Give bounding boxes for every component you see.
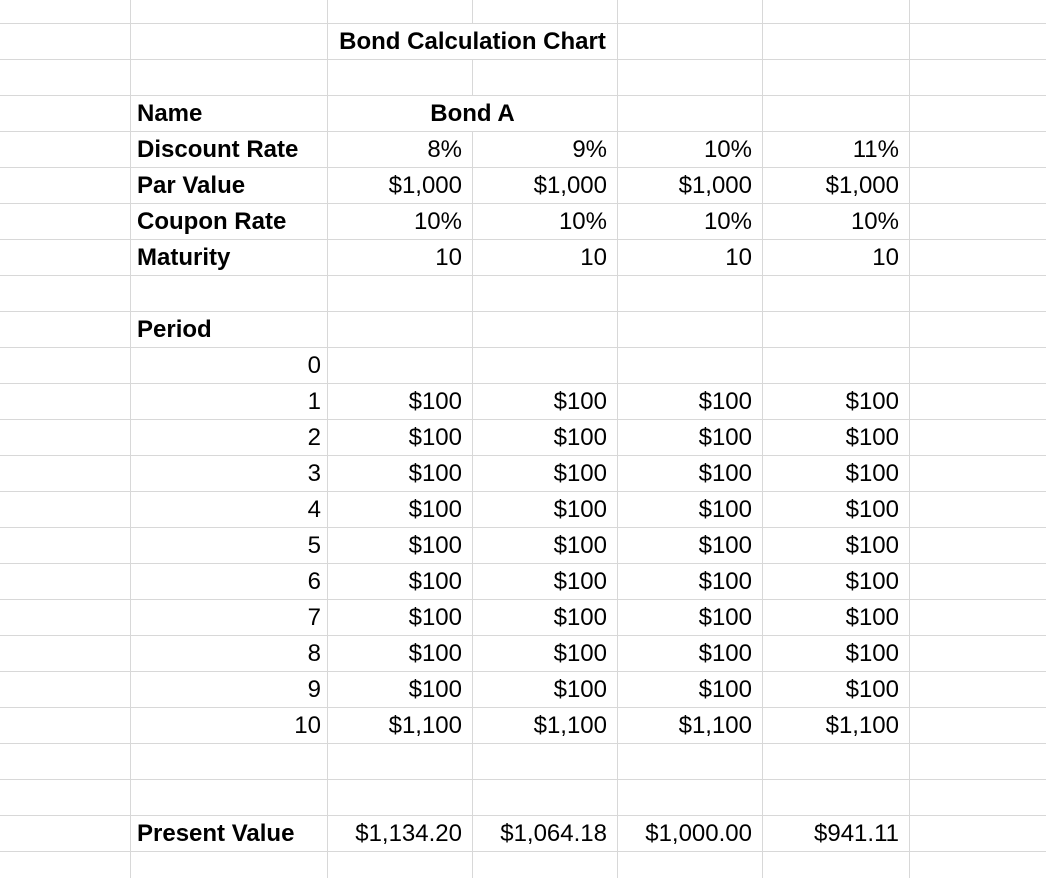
empty-cell[interactable]	[618, 24, 763, 60]
empty-cell[interactable]	[910, 780, 1046, 816]
empty-cell[interactable]	[473, 852, 618, 878]
empty-cell[interactable]	[910, 204, 1046, 240]
empty-cell[interactable]	[0, 564, 131, 600]
cashflow-cell[interactable]: $100	[618, 564, 763, 600]
cashflow-cell[interactable]: $100	[618, 456, 763, 492]
maturity-cell[interactable]: 10	[473, 240, 618, 276]
empty-cell[interactable]	[910, 456, 1046, 492]
empty-cell[interactable]	[0, 96, 131, 132]
empty-cell[interactable]	[328, 60, 473, 96]
cashflow-cell[interactable]: $100	[328, 384, 473, 420]
schedule-row	[0, 492, 1046, 528]
empty-cell[interactable]	[328, 0, 473, 24]
par-value-cell[interactable]: $1,000	[328, 168, 473, 204]
empty-cell[interactable]	[910, 132, 1046, 168]
empty-cell[interactable]	[910, 564, 1046, 600]
empty-cell[interactable]	[763, 96, 910, 132]
empty-cell[interactable]	[618, 744, 763, 780]
cashflow-cell[interactable]: $100	[763, 420, 910, 456]
discount-rate-value-cell[interactable]: 11%	[763, 132, 910, 168]
schedule-row	[0, 600, 1046, 636]
cashflow-cell[interactable]: $100	[328, 492, 473, 528]
empty-cell[interactable]	[910, 348, 1046, 384]
empty-cell[interactable]	[763, 312, 910, 348]
empty-cell[interactable]	[131, 852, 328, 878]
period-cell[interactable]: 9	[131, 672, 328, 708]
empty-cell[interactable]	[0, 456, 131, 492]
empty-cell[interactable]	[328, 780, 473, 816]
cashflow-cell[interactable]: $100	[328, 456, 473, 492]
cashflow-cell[interactable]: $1,100	[618, 708, 763, 744]
maturity-label-cell[interactable]: Maturity	[131, 240, 328, 276]
empty-cell[interactable]	[0, 132, 131, 168]
empty-cell[interactable]	[473, 744, 618, 780]
schedule-row	[0, 708, 1046, 744]
cashflow-cell[interactable]	[328, 348, 473, 384]
empty-cell[interactable]	[618, 852, 763, 878]
empty-cell[interactable]	[910, 24, 1046, 60]
cashflow-cell[interactable]	[763, 348, 910, 384]
empty-cell[interactable]	[0, 384, 131, 420]
empty-cell[interactable]	[131, 60, 328, 96]
empty-cell[interactable]	[0, 276, 131, 312]
cashflow-cell[interactable]: $1,100	[328, 708, 473, 744]
coupon-rate-cell[interactable]: 10%	[473, 204, 618, 240]
period-cell[interactable]: 8	[131, 636, 328, 672]
coupon-rate-cell[interactable]: 10%	[328, 204, 473, 240]
sheet-row	[0, 60, 1046, 96]
present-value-cell[interactable]: $941.11	[763, 816, 910, 852]
maturity-cell[interactable]: 10	[618, 240, 763, 276]
coupon-rate-cell[interactable]: 10%	[763, 204, 910, 240]
empty-cell[interactable]	[0, 528, 131, 564]
empty-cell[interactable]	[328, 852, 473, 878]
sheet-row	[0, 24, 1046, 60]
period-cell[interactable]: 7	[131, 600, 328, 636]
period-cell[interactable]: 4	[131, 492, 328, 528]
empty-cell[interactable]	[910, 240, 1046, 276]
cashflow-cell[interactable]: $100	[328, 636, 473, 672]
schedule-row	[0, 456, 1046, 492]
schedule-row	[0, 636, 1046, 672]
schedule-row	[0, 672, 1046, 708]
empty-cell[interactable]	[763, 744, 910, 780]
schedule-row	[0, 420, 1046, 456]
sheet-row	[0, 240, 1046, 276]
empty-cell[interactable]	[910, 492, 1046, 528]
discount-rate-value-cell[interactable]: 10%	[618, 132, 763, 168]
sheet-row	[0, 204, 1046, 240]
empty-cell[interactable]	[910, 384, 1046, 420]
empty-cell[interactable]	[473, 276, 618, 312]
cashflow-cell[interactable]: $100	[328, 672, 473, 708]
sheet-row	[0, 132, 1046, 168]
cashflow-cell[interactable]	[618, 348, 763, 384]
cashflow-cell[interactable]: $100	[763, 564, 910, 600]
period-cell[interactable]: 1	[131, 384, 328, 420]
empty-cell[interactable]	[763, 780, 910, 816]
sheet-row	[0, 744, 1046, 780]
title-cell[interactable]: Bond Calculation Chart	[328, 24, 618, 60]
cashflow-cell[interactable]: $100	[763, 636, 910, 672]
summary-row	[0, 816, 1046, 852]
empty-cell[interactable]	[910, 0, 1046, 24]
empty-cell[interactable]	[910, 276, 1046, 312]
maturity-cell[interactable]: 10	[763, 240, 910, 276]
empty-cell[interactable]	[0, 780, 131, 816]
schedule-row	[0, 528, 1046, 564]
period-cell[interactable]: 10	[131, 708, 328, 744]
empty-cell[interactable]	[131, 276, 328, 312]
sheet-row	[0, 96, 1046, 132]
period-cell[interactable]: 0	[131, 348, 328, 384]
empty-cell[interactable]	[910, 600, 1046, 636]
empty-cell[interactable]	[0, 204, 131, 240]
period-label-cell[interactable]: Period	[131, 312, 328, 348]
cashflow-cell[interactable]: $100	[618, 384, 763, 420]
empty-cell[interactable]	[763, 60, 910, 96]
cashflow-cell[interactable]: $100	[328, 564, 473, 600]
present-value-cell[interactable]: $1,000.00	[618, 816, 763, 852]
cashflow-cell[interactable]: $100	[763, 528, 910, 564]
bond-name-cell[interactable]: Bond A	[328, 96, 618, 132]
cashflow-cell[interactable]: $100	[473, 384, 618, 420]
empty-cell[interactable]	[618, 96, 763, 132]
discount-rate-value-cell[interactable]: 8%	[328, 132, 473, 168]
period-cell[interactable]: 2	[131, 420, 328, 456]
empty-cell[interactable]	[473, 312, 618, 348]
empty-cell[interactable]	[0, 708, 131, 744]
empty-cell[interactable]	[0, 312, 131, 348]
schedule-row	[0, 384, 1046, 420]
empty-cell[interactable]	[0, 816, 131, 852]
empty-cell[interactable]	[910, 168, 1046, 204]
par-value-cell[interactable]: $1,000	[618, 168, 763, 204]
empty-cell[interactable]	[618, 780, 763, 816]
par-value-cell[interactable]: $1,000	[473, 168, 618, 204]
empty-cell[interactable]	[910, 636, 1046, 672]
empty-cell[interactable]	[0, 492, 131, 528]
empty-cell[interactable]	[910, 672, 1046, 708]
empty-cell[interactable]	[0, 852, 131, 878]
discount-rate-value-cell[interactable]: 9%	[473, 132, 618, 168]
cashflow-cell[interactable]: $100	[473, 420, 618, 456]
empty-cell[interactable]	[0, 348, 131, 384]
cashflow-cell[interactable]: $100	[328, 600, 473, 636]
empty-cell[interactable]	[618, 276, 763, 312]
name-label-cell[interactable]: Name	[131, 96, 328, 132]
empty-cell[interactable]	[0, 420, 131, 456]
empty-cell[interactable]	[910, 420, 1046, 456]
cashflow-cell[interactable]: $100	[618, 636, 763, 672]
discount-rate-label-cell[interactable]: Discount Rate	[131, 132, 328, 168]
empty-cell[interactable]	[618, 312, 763, 348]
empty-cell[interactable]	[618, 60, 763, 96]
cashflow-cell[interactable]: $1,100	[473, 708, 618, 744]
period-cell[interactable]: 5	[131, 528, 328, 564]
empty-cell[interactable]	[910, 96, 1046, 132]
sheet-row	[0, 168, 1046, 204]
period-cell[interactable]: 3	[131, 456, 328, 492]
present-value-cell[interactable]: $1,134.20	[328, 816, 473, 852]
empty-cell[interactable]	[910, 312, 1046, 348]
schedule-row	[0, 348, 1046, 384]
empty-cell[interactable]	[0, 0, 131, 24]
cashflow-cell[interactable]: $100	[473, 672, 618, 708]
sheet-row	[0, 312, 1046, 348]
empty-cell[interactable]	[0, 240, 131, 276]
empty-cell[interactable]	[0, 600, 131, 636]
empty-cell[interactable]	[473, 60, 618, 96]
cashflow-cell[interactable]: $100	[473, 636, 618, 672]
coupon-rate-cell[interactable]: 10%	[618, 204, 763, 240]
schedule-row	[0, 564, 1046, 600]
cashflow-cell[interactable]: $100	[618, 600, 763, 636]
cashflow-cell[interactable]: $100	[763, 600, 910, 636]
sheet-row	[0, 852, 1046, 878]
cashflow-cell[interactable]: $1,100	[763, 708, 910, 744]
empty-cell[interactable]	[0, 24, 131, 60]
coupon-rate-label-cell[interactable]: Coupon Rate	[131, 204, 328, 240]
empty-cell[interactable]	[328, 312, 473, 348]
empty-cell[interactable]	[910, 528, 1046, 564]
cashflow-cell[interactable]: $100	[473, 492, 618, 528]
cashflow-cell[interactable]: $100	[618, 672, 763, 708]
empty-cell[interactable]	[0, 744, 131, 780]
empty-cell[interactable]	[131, 744, 328, 780]
empty-cell[interactable]	[0, 672, 131, 708]
cashflow-cell[interactable]: $100	[618, 420, 763, 456]
empty-cell[interactable]	[763, 852, 910, 878]
cashflow-cell[interactable]: $100	[763, 384, 910, 420]
empty-cell[interactable]	[910, 744, 1046, 780]
present-value-label-cell[interactable]: Present Value	[131, 816, 328, 852]
empty-cell[interactable]	[131, 0, 328, 24]
empty-cell[interactable]	[0, 168, 131, 204]
empty-cell[interactable]	[0, 636, 131, 672]
empty-cell[interactable]	[910, 816, 1046, 852]
cashflow-cell[interactable]: $100	[763, 492, 910, 528]
cashflow-cell[interactable]: $100	[473, 600, 618, 636]
cashflow-cell[interactable]	[473, 348, 618, 384]
cashflow-cell[interactable]: $100	[618, 492, 763, 528]
present-value-cell[interactable]: $1,064.18	[473, 816, 618, 852]
cashflow-cell[interactable]: $100	[473, 528, 618, 564]
sheet-row	[0, 0, 1046, 24]
period-cell[interactable]: 6	[131, 564, 328, 600]
empty-cell[interactable]	[131, 780, 328, 816]
empty-cell[interactable]	[473, 0, 618, 24]
cashflow-cell[interactable]: $100	[618, 528, 763, 564]
empty-cell[interactable]	[618, 0, 763, 24]
cashflow-cell[interactable]: $100	[328, 420, 473, 456]
maturity-cell[interactable]: 10	[328, 240, 473, 276]
empty-cell[interactable]	[328, 744, 473, 780]
empty-cell[interactable]	[763, 0, 910, 24]
empty-cell[interactable]	[763, 276, 910, 312]
empty-cell[interactable]	[328, 276, 473, 312]
empty-cell[interactable]	[910, 708, 1046, 744]
cashflow-cell[interactable]: $100	[763, 456, 910, 492]
cashflow-cell[interactable]: $100	[763, 672, 910, 708]
cashflow-cell[interactable]: $100	[473, 564, 618, 600]
cashflow-cell[interactable]: $100	[473, 456, 618, 492]
empty-cell[interactable]	[473, 780, 618, 816]
empty-cell[interactable]	[910, 60, 1046, 96]
empty-cell[interactable]	[910, 852, 1046, 878]
empty-cell[interactable]	[763, 24, 910, 60]
sheet-row	[0, 276, 1046, 312]
cashflow-cell[interactable]: $100	[328, 528, 473, 564]
empty-cell[interactable]	[131, 24, 328, 60]
sheet-row	[0, 780, 1046, 816]
par-value-label-cell[interactable]: Par Value	[131, 168, 328, 204]
empty-cell[interactable]	[0, 60, 131, 96]
par-value-cell[interactable]: $1,000	[763, 168, 910, 204]
